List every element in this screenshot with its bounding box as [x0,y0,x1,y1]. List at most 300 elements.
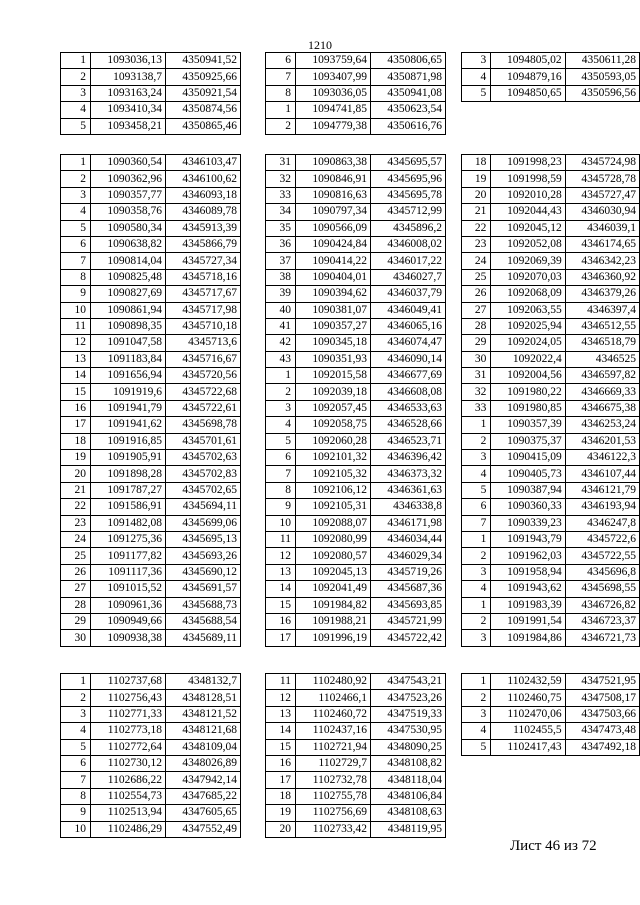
page-number: 1210 [308,38,332,52]
x-coordinate-cell: 1094805,02 [491,53,565,69]
y-coordinate-cell: 4347530,95 [371,723,446,739]
x-coordinate-cell: 1093163,24 [91,85,166,101]
x-coordinate-cell: 1093036,05 [296,85,371,101]
x-coordinate-cell: 1102466,1 [296,690,371,706]
y-coordinate-cell: 4347543,21 [371,674,446,690]
table-row [61,564,241,580]
sheet-label: Лист 46 из 72 [510,838,597,854]
point-number-cell: 18 [266,788,296,804]
x-coordinate-cell: 1091943,79 [491,531,565,547]
y-coordinate-cell: 4346361,63 [371,482,446,498]
table-row [61,772,241,788]
table-row [462,466,640,482]
x-coordinate-cell: 1091991,54 [491,613,565,629]
y-coordinate-cell: 4345727,47 [565,187,639,203]
x-coordinate-cell: 1092105,32 [296,466,371,482]
point-number-cell: 1 [61,674,91,690]
x-coordinate-cell: 1102437,16 [296,723,371,739]
x-coordinate-cell: 1092106,12 [296,482,371,498]
point-number-cell: 6 [462,499,491,515]
x-coordinate-cell: 1090938,38 [91,630,166,646]
point-number-cell: 20 [462,187,491,203]
x-coordinate-cell: 1094879,16 [491,69,565,85]
table-row [61,515,241,531]
x-coordinate-cell: 1090816,63 [296,187,371,203]
table-row [266,204,446,220]
x-coordinate-cell: 1102773,18 [91,723,166,739]
x-coordinate-cell: 1102417,43 [491,739,565,755]
point-number-cell: 12 [266,690,296,706]
table-row [61,269,241,285]
table-row [61,466,241,482]
x-coordinate-cell: 1090414,22 [296,253,371,269]
y-coordinate-cell: 4345695,57 [371,155,446,171]
point-number-cell: 5 [61,739,91,755]
y-coordinate-cell: 4348119,95 [371,821,446,837]
point-number-cell: 1 [462,597,491,613]
x-coordinate-cell: 1090360,33 [491,499,565,515]
table-row [266,450,446,466]
point-number-cell: 19 [266,805,296,821]
table-row [266,630,446,646]
x-coordinate-cell: 1090961,36 [91,597,166,613]
point-number-cell: 4 [462,581,491,597]
x-coordinate-cell: 1090846,91 [296,171,371,187]
x-coordinate-cell: 1092080,57 [296,548,371,564]
x-coordinate-cell: 1102737,68 [91,674,166,690]
y-coordinate-cell: 4345712,99 [371,204,446,220]
x-coordinate-cell: 1092041,49 [296,581,371,597]
point-number-cell: 11 [61,318,91,334]
point-number-cell: 3 [462,630,491,646]
y-coordinate-cell: 4348118,04 [371,772,446,788]
y-coordinate-cell: 4345722,42 [371,630,446,646]
table-row [61,417,241,433]
point-number-cell: 5 [462,739,491,755]
x-coordinate-cell: 1102721,94 [296,739,371,755]
point-number-cell: 12 [61,335,91,351]
point-number-cell: 3 [462,450,491,466]
x-coordinate-cell: 1090580,34 [91,220,166,236]
point-number-cell: 1 [61,155,91,171]
x-coordinate-cell: 1090357,39 [491,417,565,433]
table-row [61,302,241,318]
table-row [462,400,640,416]
y-coordinate-cell: 4347523,26 [371,690,446,706]
x-coordinate-cell: 1091916,85 [91,433,166,449]
y-coordinate-cell: 4350623,54 [371,102,446,118]
y-coordinate-cell: 4350925,66 [166,69,241,85]
table-row [61,531,241,547]
table-row [462,613,640,629]
table-row [61,400,241,416]
table-row [266,187,446,203]
table-row [61,755,241,771]
table-row [266,102,446,118]
x-coordinate-cell: 1090360,54 [91,155,166,171]
table-row [462,564,640,580]
point-number-cell: 26 [61,564,91,580]
table-row [266,368,446,384]
table-row [462,548,640,564]
point-number-cell: 40 [266,302,296,318]
y-coordinate-cell: 4348108,82 [371,755,446,771]
point-number-cell: 34 [266,204,296,220]
point-number-cell: 6 [61,236,91,252]
table-row [61,286,241,302]
y-coordinate-cell: 4347492,18 [565,739,639,755]
table-row [462,187,640,203]
table-row [266,286,446,302]
table-row [266,581,446,597]
y-coordinate-cell: 4346518,79 [565,335,639,351]
table-row [61,548,241,564]
y-coordinate-cell: 4346089,78 [166,204,241,220]
x-coordinate-cell: 1091988,21 [296,613,371,629]
point-number-cell: 10 [266,515,296,531]
table-row [462,581,640,597]
table-row [61,499,241,515]
point-number-cell: 32 [266,171,296,187]
table-row [462,690,640,706]
point-number-cell: 33 [462,400,491,416]
y-coordinate-cell: 4348121,68 [166,723,241,739]
y-coordinate-cell: 4345710,18 [166,318,241,334]
y-coordinate-cell: 4345694,11 [166,499,241,515]
point-number-cell: 42 [266,335,296,351]
y-coordinate-cell: 4346528,66 [371,417,446,433]
point-number-cell: 9 [266,499,296,515]
point-number-cell: 18 [61,433,91,449]
point-number-cell: 35 [266,220,296,236]
x-coordinate-cell: 1102470,06 [491,706,565,722]
point-number-cell: 17 [61,417,91,433]
point-number-cell: 16 [266,755,296,771]
x-coordinate-cell: 1092105,31 [296,499,371,515]
y-coordinate-cell: 4345702,63 [166,450,241,466]
x-coordinate-cell: 1090863,38 [296,155,371,171]
point-number-cell: 5 [462,85,491,101]
point-number-cell: 5 [266,433,296,449]
table-row [266,482,446,498]
table-row [266,805,446,821]
point-number-cell: 2 [462,613,491,629]
y-coordinate-cell: 4346360,92 [565,269,639,285]
x-coordinate-cell: 1092060,28 [296,433,371,449]
point-number-cell: 25 [61,548,91,564]
y-coordinate-cell: 4346512,55 [565,318,639,334]
y-coordinate-cell: 4346525 [565,351,639,367]
y-coordinate-cell: 4346726,82 [565,597,639,613]
x-coordinate-cell: 1090825,48 [91,269,166,285]
table-row [266,515,446,531]
x-coordinate-cell: 1090339,23 [491,515,565,531]
table-row [61,723,241,739]
y-coordinate-cell: 4345717,98 [166,302,241,318]
x-coordinate-cell: 1102480,92 [296,674,371,690]
table-row [266,690,446,706]
table-row [61,236,241,252]
point-number-cell: 38 [266,269,296,285]
x-coordinate-cell: 1091941,79 [91,400,166,416]
y-coordinate-cell: 4346039,1 [565,220,639,236]
x-coordinate-cell: 1092044,43 [491,204,565,220]
point-number-cell: 3 [462,706,491,722]
y-coordinate-cell: 4346721,73 [565,630,639,646]
x-coordinate-cell: 1091015,52 [91,581,166,597]
y-coordinate-cell: 4347519,33 [371,706,446,722]
x-coordinate-cell: 1092039,18 [296,384,371,400]
point-number-cell: 4 [61,723,91,739]
coordinates-table [60,52,241,135]
coordinates-table [265,52,446,135]
point-number-cell: 2 [61,690,91,706]
x-coordinate-cell: 1091482,08 [91,515,166,531]
table-row [61,482,241,498]
point-number-cell: 22 [61,499,91,515]
point-number-cell: 11 [266,531,296,547]
point-number-cell: 3 [462,53,491,69]
coordinates-table [461,673,640,756]
x-coordinate-cell: 1092088,07 [296,515,371,531]
point-number-cell: 7 [266,69,296,85]
table-row [462,674,640,690]
point-number-cell: 26 [462,286,491,302]
table-row [61,253,241,269]
y-coordinate-cell: 4346723,37 [565,613,639,629]
table-row [266,788,446,804]
y-coordinate-cell: 4346523,71 [371,433,446,449]
point-number-cell: 7 [462,515,491,531]
y-coordinate-cell: 4346608,08 [371,384,446,400]
y-coordinate-cell: 4346677,69 [371,368,446,384]
table-row [266,772,446,788]
coordinates-table [60,673,241,838]
x-coordinate-cell: 1102729,7 [296,755,371,771]
y-coordinate-cell: 4345688,73 [166,597,241,613]
point-number-cell: 10 [61,821,91,837]
point-number-cell: 22 [462,220,491,236]
point-number-cell: 39 [266,286,296,302]
y-coordinate-cell: 4346338,8 [371,499,446,515]
y-coordinate-cell: 4345688,54 [166,613,241,629]
point-number-cell: 30 [462,351,491,367]
x-coordinate-cell: 1092022,4 [491,351,565,367]
point-number-cell: 2 [266,118,296,134]
x-coordinate-cell: 1102554,73 [91,788,166,804]
x-coordinate-cell: 1102460,72 [296,706,371,722]
x-coordinate-cell: 1094850,65 [491,85,565,101]
table-row [462,69,640,85]
point-number-cell: 3 [61,187,91,203]
y-coordinate-cell: 4345718,16 [166,269,241,285]
y-coordinate-cell: 4348132,7 [166,674,241,690]
point-number-cell: 27 [61,581,91,597]
x-coordinate-cell: 1090797,34 [296,204,371,220]
x-coordinate-cell: 1092010,28 [491,187,565,203]
x-coordinate-cell: 1102732,78 [296,772,371,788]
x-coordinate-cell: 1092063,55 [491,302,565,318]
x-coordinate-cell: 1102513,94 [91,805,166,821]
x-coordinate-cell: 1102455,5 [491,723,565,739]
x-coordinate-cell: 1091958,94 [491,564,565,580]
y-coordinate-cell: 4345695,78 [371,187,446,203]
table-row [61,433,241,449]
table-row [266,318,446,334]
x-coordinate-cell: 1102755,78 [296,788,371,804]
point-number-cell: 32 [462,384,491,400]
point-number-cell: 1 [61,53,91,69]
y-coordinate-cell: 4347521,95 [565,674,639,690]
point-number-cell: 17 [266,772,296,788]
table-row [61,318,241,334]
table-row [462,269,640,285]
y-coordinate-cell: 4345698,78 [166,417,241,433]
table-row [266,220,446,236]
table-row [266,613,446,629]
x-coordinate-cell: 1092045,12 [491,220,565,236]
y-coordinate-cell: 4348109,04 [166,739,241,755]
point-number-cell: 4 [462,723,491,739]
table-row [61,220,241,236]
point-number-cell: 3 [462,564,491,580]
x-coordinate-cell: 1090375,37 [491,433,565,449]
y-coordinate-cell: 4345701,61 [166,433,241,449]
table-row [266,118,446,134]
y-coordinate-cell: 4350616,76 [371,118,446,134]
y-coordinate-cell: 4350871,98 [371,69,446,85]
y-coordinate-cell: 4348026,89 [166,755,241,771]
table-row [61,384,241,400]
point-number-cell: 14 [266,581,296,597]
y-coordinate-cell: 4346597,82 [565,368,639,384]
point-number-cell: 30 [61,630,91,646]
table-row [462,155,640,171]
y-coordinate-cell: 4350593,05 [565,69,639,85]
y-coordinate-cell: 4347552,49 [166,821,241,837]
y-coordinate-cell: 4346017,22 [371,253,446,269]
y-coordinate-cell: 4346396,42 [371,450,446,466]
point-number-cell: 8 [266,482,296,498]
point-number-cell: 17 [266,630,296,646]
coordinates-table [60,154,241,647]
table-row [266,755,446,771]
y-coordinate-cell: 4348121,52 [166,706,241,722]
y-coordinate-cell: 4345691,57 [166,581,241,597]
table-row [61,335,241,351]
point-number-cell: 19 [61,450,91,466]
x-coordinate-cell: 1090345,18 [296,335,371,351]
table-row [266,723,446,739]
y-coordinate-cell: 4346174,65 [565,236,639,252]
x-coordinate-cell: 1102460,75 [491,690,565,706]
y-coordinate-cell: 4348108,63 [371,805,446,821]
y-coordinate-cell: 4345690,12 [166,564,241,580]
table-row [61,788,241,804]
x-coordinate-cell: 1090381,07 [296,302,371,318]
table-row [266,433,446,449]
table-row [61,674,241,690]
point-number-cell: 2 [462,433,491,449]
table-row [462,53,640,69]
y-coordinate-cell: 4345724,98 [565,155,639,171]
table-row [61,821,241,837]
table-row [462,417,640,433]
point-number-cell: 24 [61,531,91,547]
point-number-cell: 7 [61,253,91,269]
x-coordinate-cell: 1102772,64 [91,739,166,755]
y-coordinate-cell: 4345693,26 [166,548,241,564]
table-row [266,821,446,837]
table-row [61,597,241,613]
y-coordinate-cell: 4345689,11 [166,630,241,646]
table-row [266,253,446,269]
table-row [61,118,241,134]
point-number-cell: 9 [61,286,91,302]
point-number-cell: 1 [266,368,296,384]
table-row [462,723,640,739]
table-row [266,564,446,580]
point-number-cell: 9 [61,805,91,821]
table-row [61,450,241,466]
table-row [61,69,241,85]
y-coordinate-cell: 4346253,24 [565,417,639,433]
table-row [462,630,640,646]
x-coordinate-cell: 1092025,94 [491,318,565,334]
point-number-cell: 7 [266,466,296,482]
point-number-cell: 27 [462,302,491,318]
y-coordinate-cell: 4345896,2 [371,220,446,236]
x-coordinate-cell: 1091962,03 [491,548,565,564]
y-coordinate-cell: 4345727,34 [166,253,241,269]
point-number-cell: 29 [61,613,91,629]
point-number-cell: 8 [61,788,91,804]
y-coordinate-cell: 4345696,8 [565,564,639,580]
y-coordinate-cell: 4346669,33 [565,384,639,400]
point-number-cell: 21 [61,482,91,498]
y-coordinate-cell: 4345693,85 [371,597,446,613]
table-row [266,400,446,416]
y-coordinate-cell: 4346100,62 [166,171,241,187]
y-coordinate-cell: 4345722,61 [166,400,241,416]
point-number-cell: 31 [462,368,491,384]
x-coordinate-cell: 1092069,39 [491,253,565,269]
point-number-cell: 8 [61,269,91,285]
x-coordinate-cell: 1091996,19 [296,630,371,646]
y-coordinate-cell: 4345728,78 [565,171,639,187]
table-row [462,318,640,334]
point-number-cell: 13 [266,706,296,722]
x-coordinate-cell: 1092101,32 [296,450,371,466]
x-coordinate-cell: 1090351,93 [296,351,371,367]
y-coordinate-cell: 4346049,41 [371,302,446,318]
x-coordinate-cell: 1092080,99 [296,531,371,547]
x-coordinate-cell: 1102771,33 [91,706,166,722]
table-row [462,351,640,367]
y-coordinate-cell: 4345722,6 [565,531,639,547]
x-coordinate-cell: 1102686,22 [91,772,166,788]
x-coordinate-cell: 1094779,38 [296,118,371,134]
table-row [266,531,446,547]
y-coordinate-cell: 4346533,63 [371,400,446,416]
point-number-cell: 5 [61,118,91,134]
y-coordinate-cell: 4346093,18 [166,187,241,203]
point-number-cell: 13 [61,351,91,367]
x-coordinate-cell: 1102432,59 [491,674,565,690]
table-row [266,706,446,722]
point-number-cell: 4 [61,102,91,118]
table-row [266,236,446,252]
